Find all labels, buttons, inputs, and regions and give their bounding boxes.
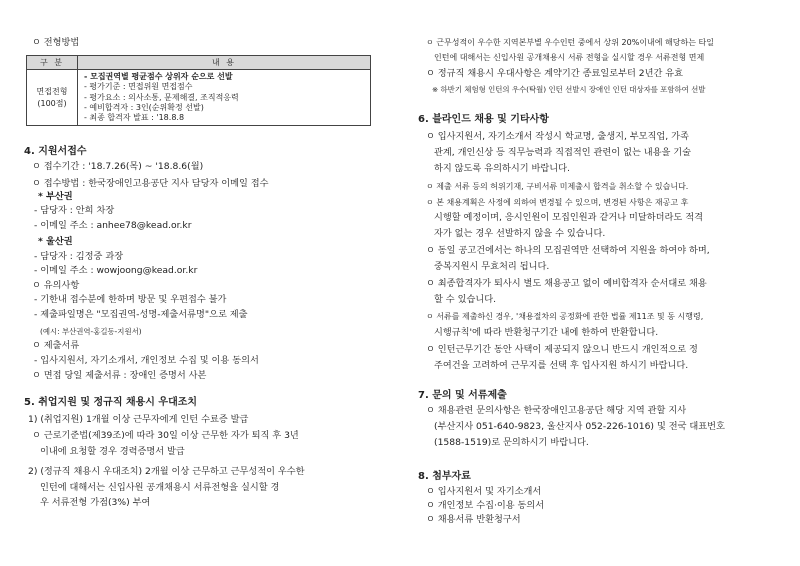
list-item: 1) (취업지원) 1개월 이상 근무자에게 인턴 수료증 발급 — [28, 414, 249, 425]
table-header-content: 내 용 — [78, 56, 371, 70]
list-item: * 부산권 — [38, 191, 73, 202]
list-item: ㅇ 채용관련 문의사항은 한국장애인고용공단 해당 지역 관할 지사 — [426, 405, 687, 416]
list-item: ㅇ 유의사항 — [32, 280, 80, 291]
list-item: (1588-1519)로 문의하시기 바랍니다. — [434, 437, 589, 448]
list-item: ㅇ 서류를 제출하신 경우, '채용절차의 공정화에 관한 법률 제11조 및 동 시행령, — [426, 312, 704, 321]
list-item: 중복지원시 무효처리 됩니다. — [434, 261, 550, 272]
list-item: - 제출파일명은 "모집권역-성명-제출서류명"으로 제출 — [34, 309, 248, 320]
list-item: (예시: 부산권역-홍길동-지원서) — [40, 327, 142, 336]
list-item: ㅇ 채용서류 반환청구서 — [426, 514, 521, 525]
list-item: ㅇ 접수기간 : '18.7.26(목) ~ '18.8.6(월) — [32, 161, 204, 172]
list-item: 인턴에 대해서는 신입사원 공개채용시 서류전형을 실시할 경 — [40, 482, 280, 493]
list-item: ㅇ 정규직 채용시 우대사항은 계약기간 종료일로부터 2년간 유효 — [426, 68, 684, 79]
list-item: ㅇ 본 채용계획은 사정에 의하여 변경될 수 있으며, 변경된 사항은 재공고 후 — [426, 198, 689, 207]
section-6-title: 6. 블라인드 채용 및 기타사항 — [418, 114, 549, 125]
list-item: 할 수 있습니다. — [434, 294, 497, 305]
list-item: 자가 없는 경우 선발하지 않을 수 있습니다. — [434, 228, 606, 239]
section-4-title: 4. 지원서접수 — [24, 146, 87, 157]
list-item: 이내에 요청할 경우 경력증명서 발급 — [40, 446, 185, 457]
list-item: ㅇ 입사지원서 및 자기소개서 — [426, 486, 542, 497]
section-8-title: 8. 첨부자료 — [418, 471, 471, 482]
list-item: - 담당자 : 안희 차장 — [34, 205, 115, 216]
list-item: 2) (정규직 채용시 우대조치) 2개월 이상 근무하고 근무성적이 우수한 — [28, 466, 305, 477]
table-row-label: 면접전형 (100점) — [27, 70, 78, 126]
table-row-content: - 모집권역별 평균점수 상위자 순으로 선발 - 평가기준 : 면접위원 면접점수 - 평가요소 : 의사소통, 문제해결, 조직적응력 - 예비합격자 : 3인(순위확정 선발) - 최종 합격자 발표 : '18.8.8 — [78, 70, 371, 126]
list-item: 우 서류전형 가점(3%) 부여 — [40, 497, 151, 508]
list-item: ㅇ 면접 당일 제출서류 : 장애인 증명서 사본 — [32, 370, 207, 381]
list-item: 관계, 개인신상 등 직무능력과 직접적인 관련이 없는 내용을 기술 — [434, 147, 692, 158]
list-item: - 이메일 주소 : wowjoong@kead.or.kr — [34, 265, 198, 276]
list-item: ㅇ 제출 서류 등의 허위기재, 구비서류 미제출시 합격을 취소할 수 있습니다. — [426, 182, 689, 191]
selection-table — [26, 55, 371, 126]
list-item: 인턴에 대해서는 신입사원 공개채용시 서류 전형을 실시할 경우 서류전형 면제 — [434, 53, 705, 62]
list-item: ㅇ 접수방법 : 한국장애인고용공단 지사 담당자 이메일 접수 — [32, 178, 269, 189]
table-header-category: 구 분 — [27, 56, 78, 70]
list-item: (부산지사 051-640-9823, 울산지사 052-226-1016) 및 전국 대표번호 — [434, 421, 725, 432]
list-item: - 담당자 : 김정중 과장 — [34, 251, 124, 262]
note: ※ 하반기 체험형 인턴의 우수(탁월) 인턴 선발시 장애인 인턴 대상자를 포함하여 선발 — [432, 85, 706, 94]
list-item: ㅇ 근로기준법(제39조)에 따라 30일 이상 근무한 자가 퇴직 후 3년 — [32, 430, 299, 441]
list-item: 시행할 예정이며, 응시인원이 모집인원과 같거나 미달하더라도 적격 — [434, 212, 703, 223]
list-item: ㅇ 제출서류 — [32, 340, 80, 351]
list-item: ㅇ 인턴근무기간 동안 사택이 제공되지 않으니 반드시 개인적으로 정 — [426, 344, 698, 355]
list-item: * 울산권 — [38, 236, 73, 247]
list-item: ㅇ 최종합격자가 퇴사시 별도 채용공고 없이 예비합격자 순서대로 채용 — [426, 278, 707, 289]
section-7-title: 7. 문의 및 서류제출 — [418, 390, 507, 401]
list-item: - 이메일 주소 : anhee78@kead.or.kr — [34, 220, 192, 231]
list-item: 주여건을 고려하여 근무지를 선택 후 입사지원 하시기 바랍니다. — [434, 360, 689, 371]
selection-heading: ㅇ 전형방법 — [32, 37, 80, 48]
section-5-title: 5. 취업지원 및 정규직 채용시 우대조치 — [24, 397, 198, 408]
list-item: 하지 않도록 유의하시기 바랍니다. — [434, 163, 570, 174]
list-item: - 기한내 접수분에 한하며 방문 및 우편접수 불가 — [34, 294, 227, 305]
list-item: 시행규칙'에 따라 반환청구기간 내에 한하여 반환합니다. — [434, 327, 659, 338]
list-item: ㅇ 입사지원서, 자기소개서 작성시 학교명, 출생지, 부모직업, 가족 — [426, 131, 689, 142]
list-item: - 입사지원서, 자기소개서, 개인정보 수집 및 이용 동의서 — [34, 355, 259, 366]
list-item: ㅇ 동일 공고건에서는 하나의 모집권역만 선택하여 지원을 하여야 하며, — [426, 245, 710, 256]
list-item: ㅇ 개인정보 수집·이용 동의서 — [426, 500, 545, 511]
list-item: ㅇ 근무성적이 우수한 지역본부별 우수인턴 중에서 상위 20%이내에 해당하는 타일 — [426, 38, 714, 47]
